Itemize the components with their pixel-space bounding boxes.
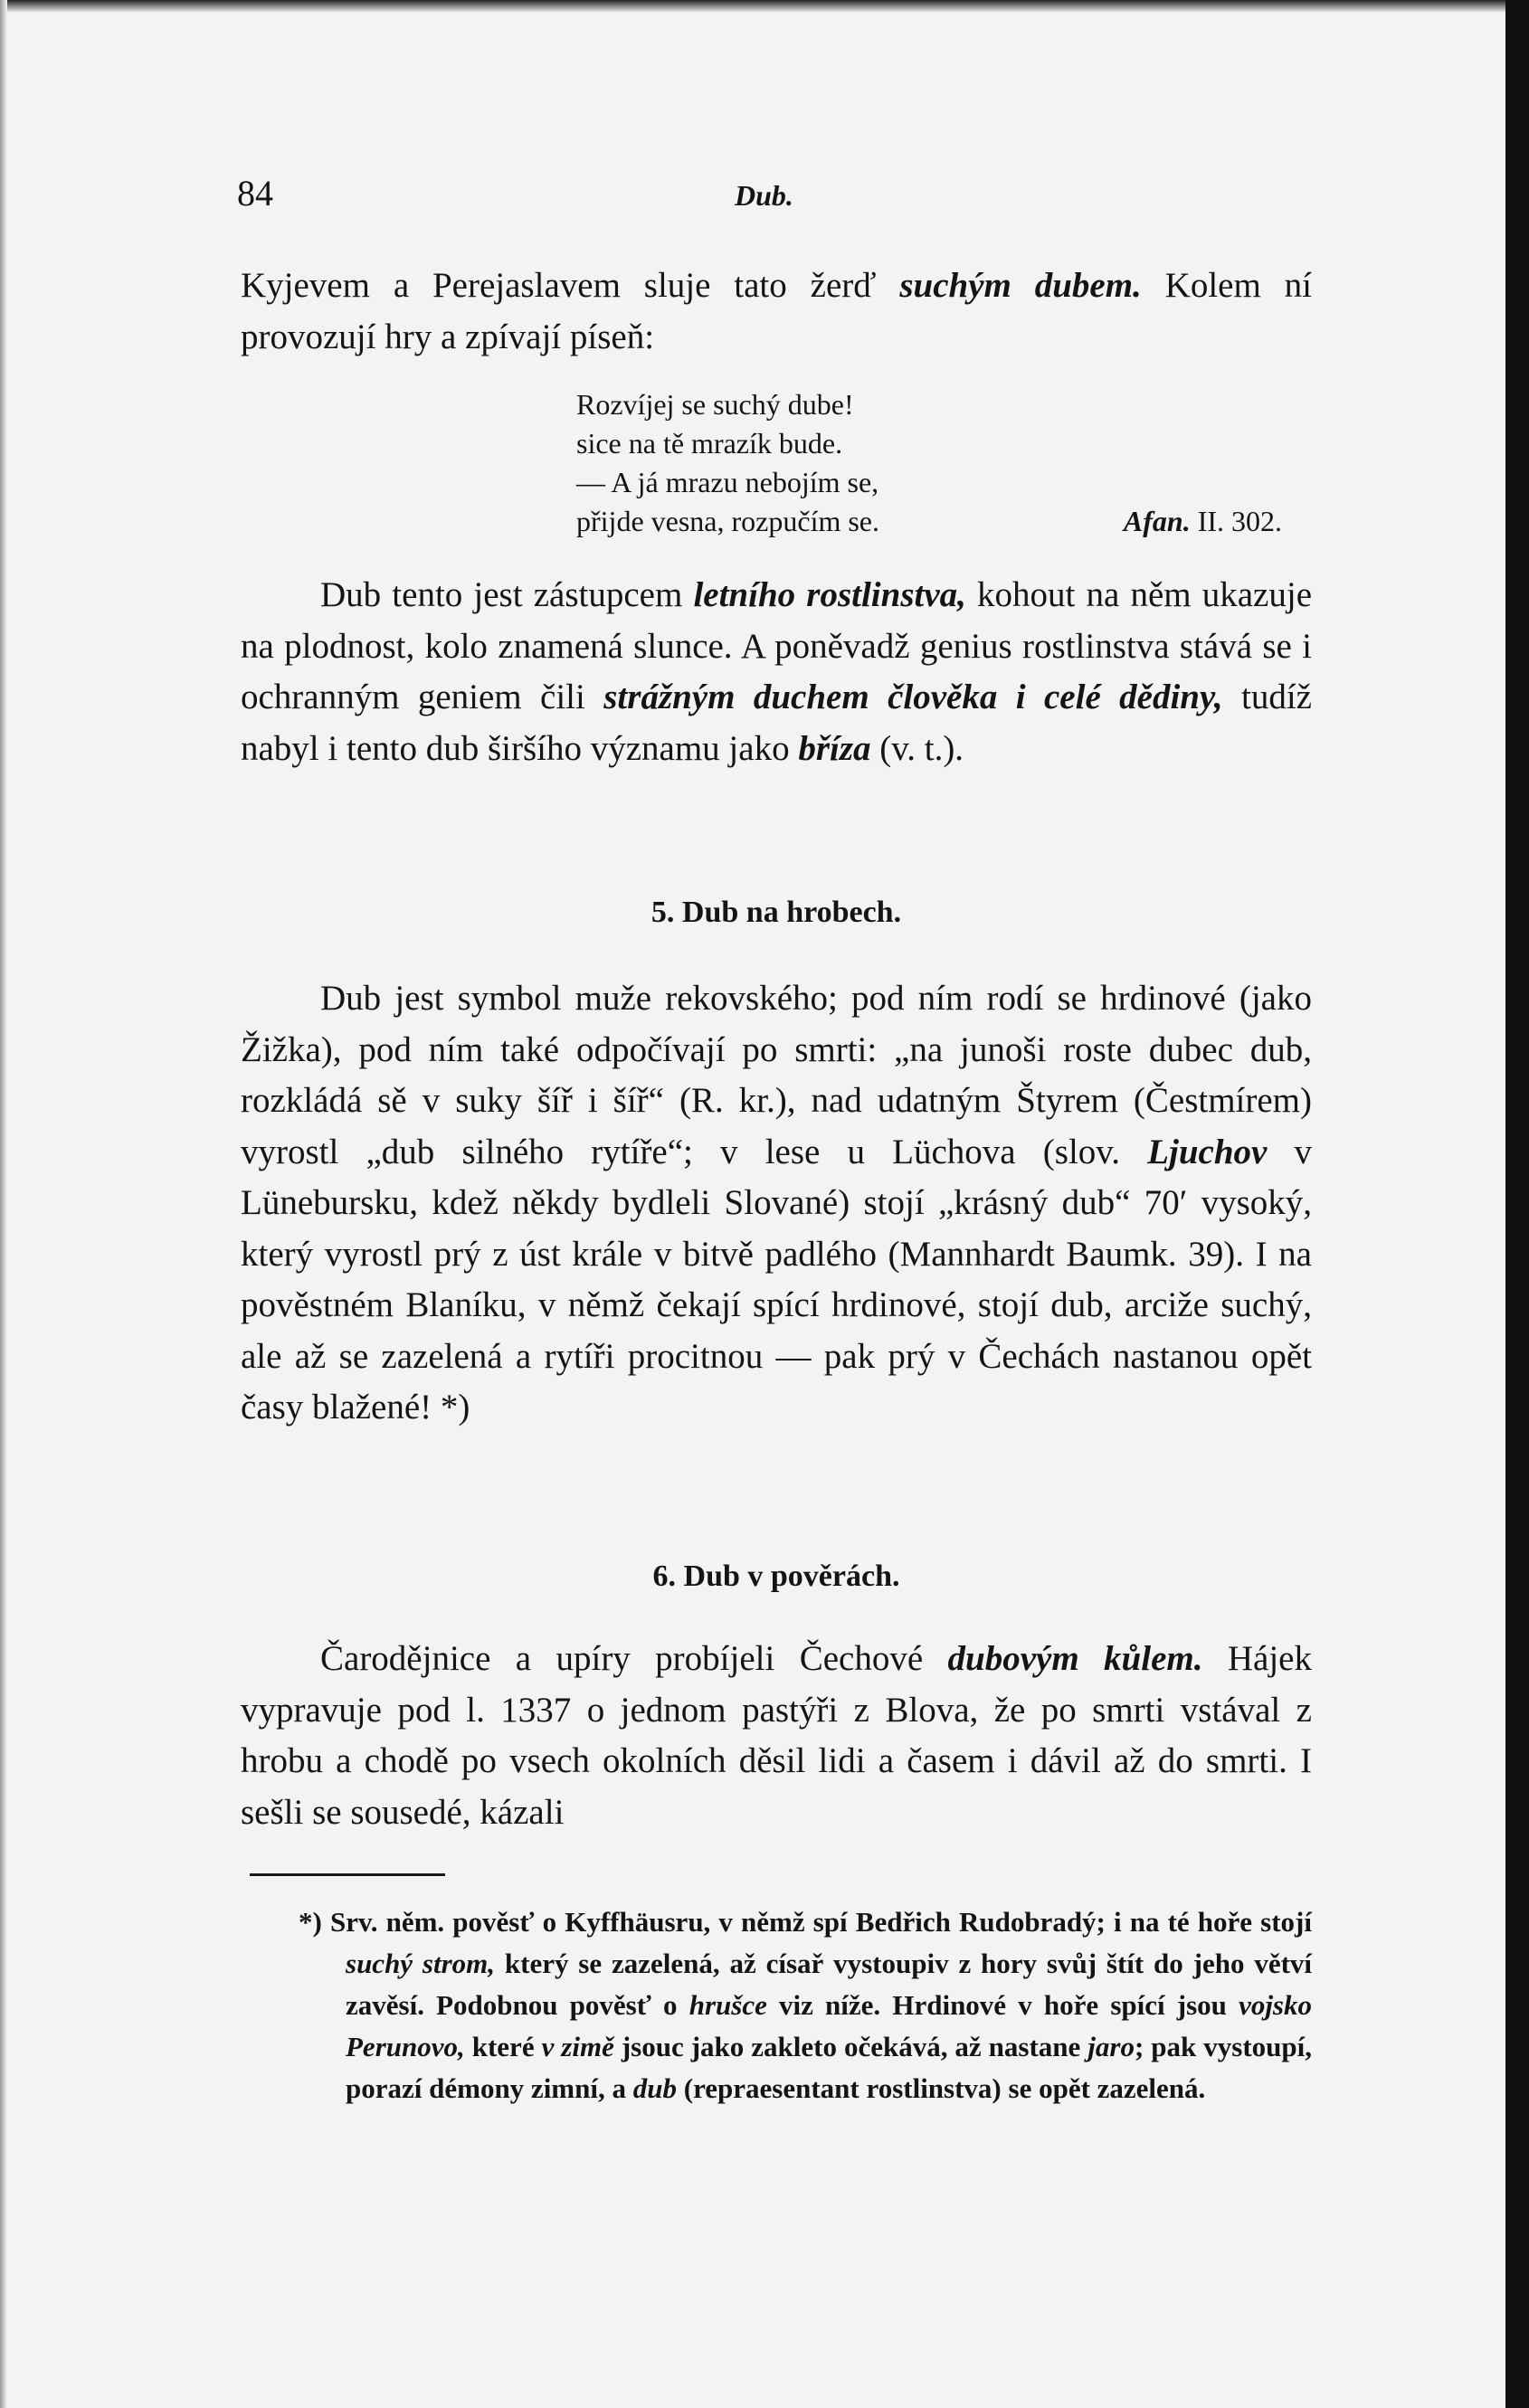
poem-line: — A já mrazu nebojím se, — [576, 466, 879, 498]
poem-quote — [576, 385, 1282, 541]
italic-run: hrušce — [689, 1989, 767, 2021]
text-run: (repraesentant rostlinstva) se opět zazelená. — [677, 2072, 1206, 2104]
italic-run: dubovým kůlem. — [947, 1639, 1203, 1678]
footnote-divider — [250, 1873, 445, 1876]
page-header — [237, 172, 1323, 217]
text-run: Kolem ní provozují hry a zpívají píseň: — [241, 266, 1313, 356]
section-heading-6: 6. Dub v pověrách. — [652, 1560, 900, 1593]
poem-line: Rozvíjej se suchý dube! — [576, 388, 854, 421]
italic-run: bříza — [798, 728, 871, 768]
italic-run: jaro — [1087, 2031, 1135, 2062]
text-run: Hájek vypravuje pod l. 1337 o jednom pastýři z Blova, že po smrti vstával z hrobu a chodě po vsech okolních děsil lidi a časem i dávil až do smrti. I sešli se sousedé, kázali — [241, 1639, 1312, 1832]
text-run: ; pak vystoupí, porazí démony zimní, a — [346, 2031, 1312, 2104]
page-edge-right — [1505, 0, 1529, 2408]
text-run: Dub tento jest zástupcem — [320, 575, 694, 614]
italic-run: letního rostlinstva, — [693, 575, 966, 614]
italic-run: v zimě — [541, 2031, 614, 2062]
text-run: které — [464, 2031, 542, 2062]
text-run: jsouc jako zakleto očekává, až nastane — [613, 2031, 1088, 2062]
page-edge-left — [0, 0, 7, 2408]
text-run: v Lünebursku, kdež někdy bydleli Slované) stojí „krásný dub“ 70′ vysoký, který vyrostl prý z úst krále v bitvě padlého (Mannhardt Baumk. 39). I na pověstném Blaníku, v němž čekají spící hrdinové, stojí dub, arciže suchý, ale až se zazelená a rytíři procitnou — pak prý v Čechách nastanou opět časy blažené! *) — [241, 1132, 1313, 1427]
text-run: viz níže. Hrdinové v hoře spící jsou — [766, 1989, 1239, 2021]
italic-run: suchý strom, — [346, 1948, 496, 1979]
text-run: Kyjevem a Perejaslavem sluje tato žerď — [241, 266, 900, 305]
footnote — [299, 1901, 1312, 2109]
text-run: (v. t.). — [870, 728, 964, 768]
poem-source-author: Afan. — [1123, 505, 1191, 537]
poem-line: přijde vesna, rozpučím se. — [576, 505, 879, 537]
italic-run: suchým dubem. — [899, 266, 1142, 305]
paragraph-superstitions — [241, 1634, 1312, 1838]
text-run: Srv. něm. pověsť o Kyffhäusru, v němž spí Bedřich Rudobradý; i na té hoře stojí — [321, 1906, 1312, 1938]
italic-run: strážným duchem člověka i celé dědiny, — [603, 678, 1223, 716]
italic-run: Ljuchov — [1147, 1132, 1268, 1171]
footnote-marker: *) — [299, 1906, 322, 1938]
text-run: Čarodějnice a upíry probíjeli Čechové — [320, 1639, 948, 1678]
section-heading-5: 5. Dub na hrobech. — [651, 896, 902, 929]
running-head: Dub. — [735, 179, 793, 212]
italic-run: dub — [632, 2072, 677, 2104]
text-run: který se zazelená, až císař vystoupiv z hory svůj štít do jeho větví zavěsí. Podobnou pověsť o — [346, 1948, 1313, 2021]
italic-run: vojsko Perunovo, — [346, 1989, 1312, 2062]
paragraph-intro — [241, 261, 1312, 363]
text-run: kohout na něm ukazuje na plodnost, kolo znamená slunce. A poněvadž genius rostlinstva stává se i ochranným geniem čili — [241, 575, 1312, 716]
page-edge-top — [0, 0, 1529, 13]
poem-source — [1124, 502, 1282, 541]
poem-source-ref: II. 302. — [1190, 505, 1282, 537]
paragraph-symbolism — [241, 570, 1312, 774]
text-run: Dub jest symbol muže rekovského; pod ním rodí se hrdinové (jako Žižka), pod ním také odpočívají po smrti: „na junoši roste dubec dub, rozkládá sě v suky šíř i šíř“ (R. kr.), nad udatným Štyrem (Čestmírem) vyrostl „dub silného rytíře“; v lese u Lüchova (slov. — [241, 979, 1312, 1171]
page-number: 84 — [237, 173, 273, 213]
text-run: tudíž nabyl i tento dub širšího významu jako — [241, 678, 1312, 768]
poem-line: sice na tě mrazík bude. — [576, 427, 843, 460]
paragraph-graves — [241, 973, 1312, 1434]
